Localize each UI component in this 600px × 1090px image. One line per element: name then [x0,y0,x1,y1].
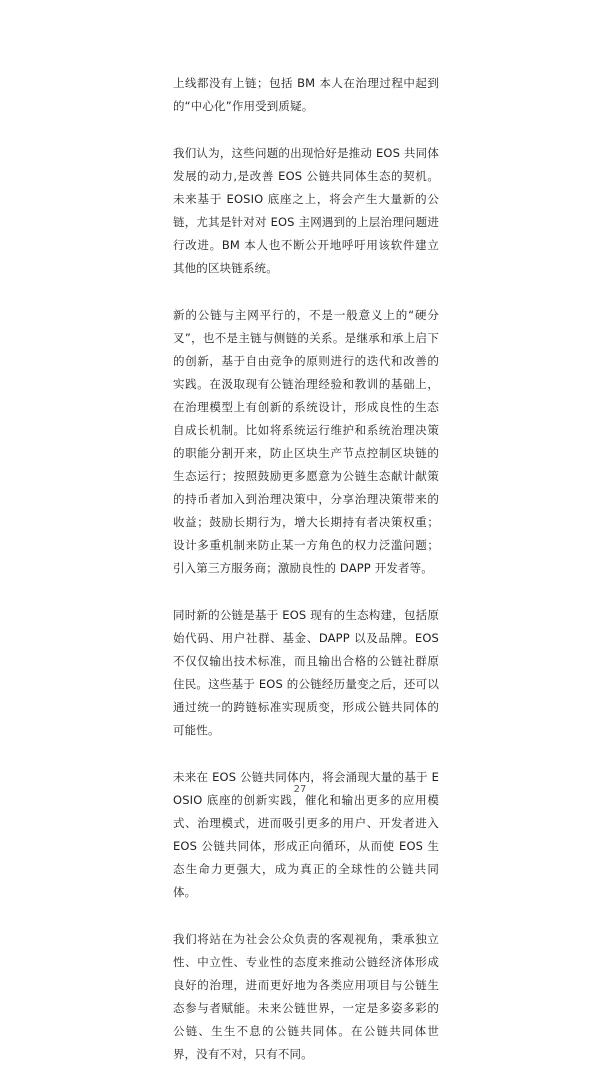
paragraph: 上线都没有上链；包括 BM 本人在治理过程中起到的“中心化”作用受到质疑。 [173,76,439,113]
page-number: 27 [293,784,307,795]
paragraph: 我们将站在为社会公众负责的客观视角，秉承独立性、中立性、专业性的态度来推动公链经济体形成良好的治理，进而更好地为各类应用项目与公链生态参与者赋能。未来公链世界，一定是多姿多彩的公链、生生不息的公链共同体。在公链共同体世界，没有不对，只有不同。 [173,932,439,1061]
paragraph: 未来在 EOS 公链共同体内，将会涌现大量的基于 EOSIO 底座的创新实践，催化和输出更多的应用模式、治理模式，进而吸引更多的用户、开发者进入 EOS 公链共同体，形成正向循环，从而使 EOS 生态生命力更强大，成为真正的全球性的公链共同体。 [173,770,439,899]
paragraph: 新的公链与主网平行的，不是一般意义上的“硬分叉”，也不是主链与侧链的关系。是继承和承上启下的创新，基于自由竞争的原则进行的迭代和改善的实践。在汲取现有公链治理经验和教训的基础上，在治理模型上有创新的系统设计，形成良性的生态自成长机制。比如将系统运行维护和系统治理决策的职能分割开来，防止区块生产节点控制区块链的生态运行；按照鼓励更多愿意为公链生态献计献策的持币者加入到治理决策中，分享治理决策带来的收益；鼓励长期行为，增大长期持有者决策权重；设计多重机制来防止某一方角色的权力泛滥问题；引入第三方服务商；激励良性的 DAPP 开发者等。 [173,308,439,575]
body-text [173,72,439,1090]
paragraph: 我们认为，这些问题的出现恰好是推动 EOS 共同体发展的动力,是改善 EOS 公链共同体生态的契机。未来基于 EOSIO 底座之上，将会产生大量新的公链，尤其是针对对 EOS 主网遇到的上层治理问题进行改进。BM 本人也不断公开地呼吁用该软件建立其他的区块链系统。 [173,146,439,275]
paragraph: 同时新的公链是基于 EOS 现有的生态构建，包括原始代码、用户社群、基金、DAPP 以及品牌。EOS 不仅仅输出技术标准，而且输出合格的公链社群原住民。这些基于 EOS 的公链经历量变之后，还可以通过统一的跨链标准实现质变，形成公链共同体的可能性。 [173,608,439,737]
